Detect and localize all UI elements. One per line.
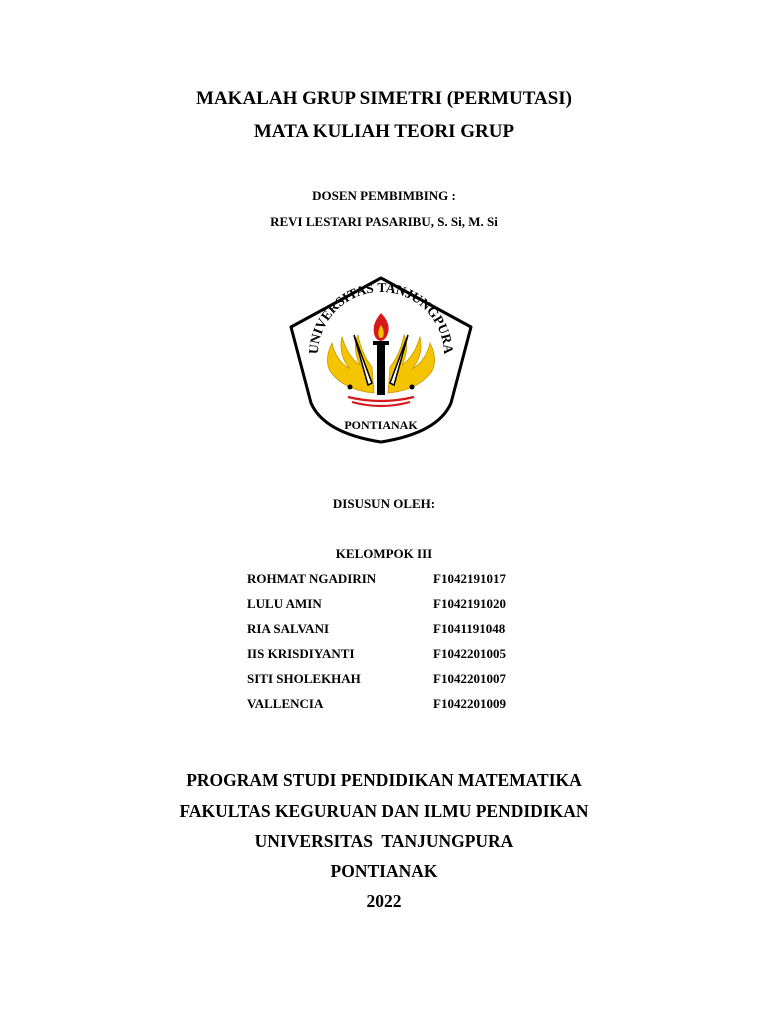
- member-id: F1042201005: [433, 646, 506, 661]
- year: 2022: [366, 891, 402, 911]
- member-id: F1042191017: [433, 571, 506, 586]
- member-name: ROHMAT NGADIRIN: [247, 571, 377, 586]
- document-title: MAKALAH GRUP SIMETRI (PERMUTASI): [196, 88, 572, 109]
- member-id: F1041191048: [433, 621, 506, 636]
- member-name: LULU AMIN: [247, 596, 322, 611]
- course-title: MATA KULIAH TEORI GRUP: [253, 121, 515, 142]
- member-name: SITI SHOLEKHAH: [247, 671, 361, 686]
- member-name: VALLENCIA: [247, 696, 324, 711]
- study-program: PROGRAM STUDI PENDIDIKAN MATEMATIKA: [186, 770, 582, 790]
- faculty-name: FAKULTAS KEGURUAN DAN ILMU PENDIDIKAN: [179, 801, 589, 821]
- member-id: F1042201007: [433, 671, 506, 686]
- member-id: F1042201009: [433, 696, 506, 711]
- logo-city-text: PONTIANAK: [344, 418, 418, 432]
- member-id: F1042191020: [433, 596, 506, 611]
- supervisor-name: REVI LESTARI PASARIBU, S. Si, M. Si: [270, 214, 498, 229]
- city-name: PONTIANAK: [330, 861, 438, 881]
- logo-arc-text: UNIVERSITAS TANJUNGPURA: [305, 279, 457, 355]
- group-label: KELOMPOK III: [335, 546, 433, 561]
- member-name: RIA SALVANI: [247, 621, 330, 636]
- university-logo-icon: [288, 275, 474, 445]
- university-name: UNIVERSITAS TANJUNGPURA: [254, 831, 514, 851]
- supervisor-label: DOSEN PEMBIMBING :: [312, 188, 456, 203]
- compiled-by-label: DISUSUN OLEH:: [332, 496, 436, 511]
- member-name: IIS KRISDIYANTI: [247, 646, 355, 661]
